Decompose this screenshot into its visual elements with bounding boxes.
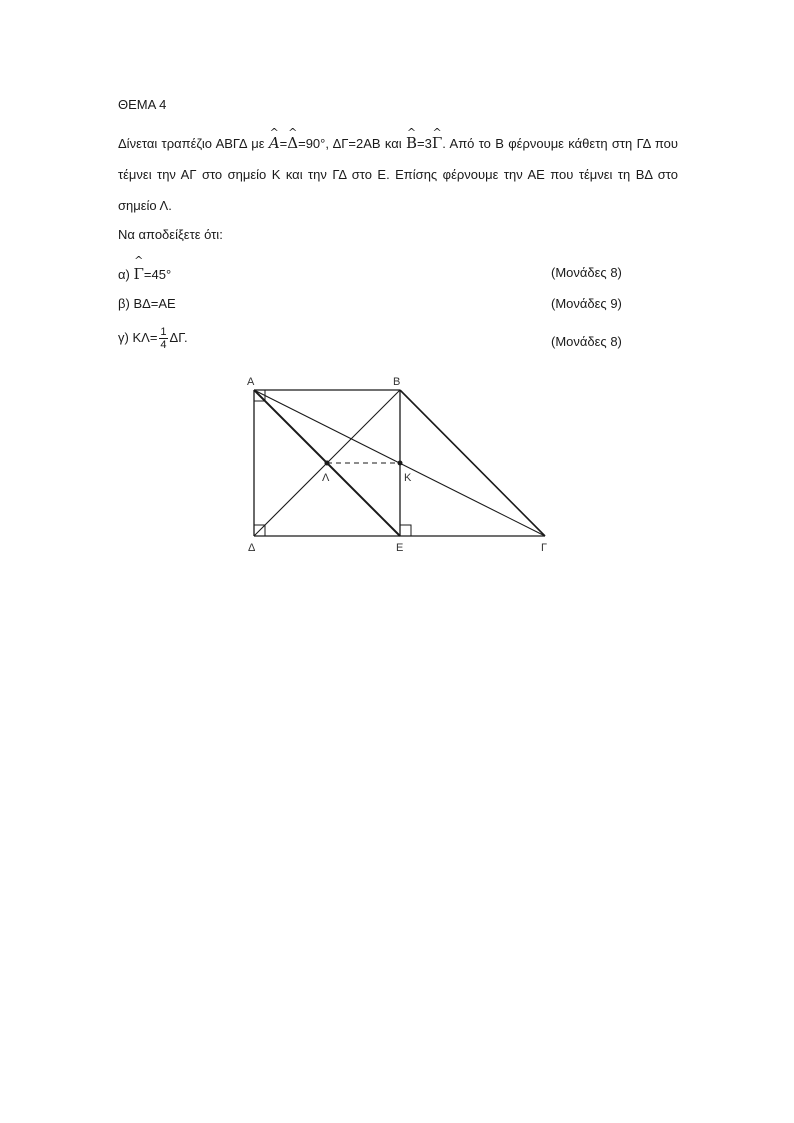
question-b-text: ΒΔ=ΑΕ — [133, 296, 176, 311]
label-g: Γ — [541, 542, 548, 554]
statement-text-2: =90°, ΔΓ=2ΑΒ και — [298, 136, 402, 151]
fraction-denominator: 4 — [160, 339, 167, 351]
question-b-points: (Μονάδες 9) — [551, 296, 622, 311]
fraction-numerator: 1 — [160, 326, 167, 338]
question-c-text-after: ΔΓ. — [169, 329, 188, 345]
question-c-text-before: ΚΛ= — [132, 329, 158, 345]
question-c-label: γ) — [118, 329, 129, 345]
angle-a-symbol: ^ A — [269, 128, 280, 159]
label-e: Ε — [396, 542, 404, 554]
point-k — [398, 461, 403, 466]
section-heading: ΘΕΜΑ 4 — [118, 97, 167, 112]
statement-text-1: Δίνεται τραπέζιο ΑΒΓΔ με — [118, 136, 265, 151]
point-l — [325, 461, 330, 466]
label-d: Δ — [248, 542, 256, 554]
instruction-text: Να αποδείξετε ότι: — [118, 227, 223, 242]
question-c-points: (Μονάδες 8) — [551, 334, 622, 349]
question-a-points: (Μονάδες 8) — [551, 265, 622, 280]
angle-g-symbol: ^ Γ — [432, 128, 442, 159]
question-a-label: α) — [118, 267, 130, 282]
label-k: Κ — [404, 472, 412, 484]
question-a-text: =45° — [143, 267, 172, 282]
equals-2: =3 — [417, 136, 432, 151]
angle-b-symbol: ^ Β — [406, 128, 417, 159]
equals-1: = — [279, 136, 288, 151]
segment-bg — [400, 390, 545, 536]
statement-text-3: . Από το Β φέρνουμε κάθετη στη ΓΔ που τέμνει την ΑΓ στο σημείο Κ και την ΓΔ στο Ε. Επίσης φέρνουμε την ΑΕ που τέμνει τη ΒΔ στο σημείο Λ. — [118, 136, 678, 213]
angle-d-symbol: ^ Δ — [287, 128, 298, 159]
label-l: Λ — [322, 472, 330, 484]
angle-g-symbol-q: ^ Γ — [133, 265, 143, 283]
label-b: Β — [393, 376, 401, 388]
question-b-label: β) — [118, 296, 130, 311]
right-angle-e-icon — [400, 525, 411, 536]
label-a: Α — [247, 376, 255, 388]
